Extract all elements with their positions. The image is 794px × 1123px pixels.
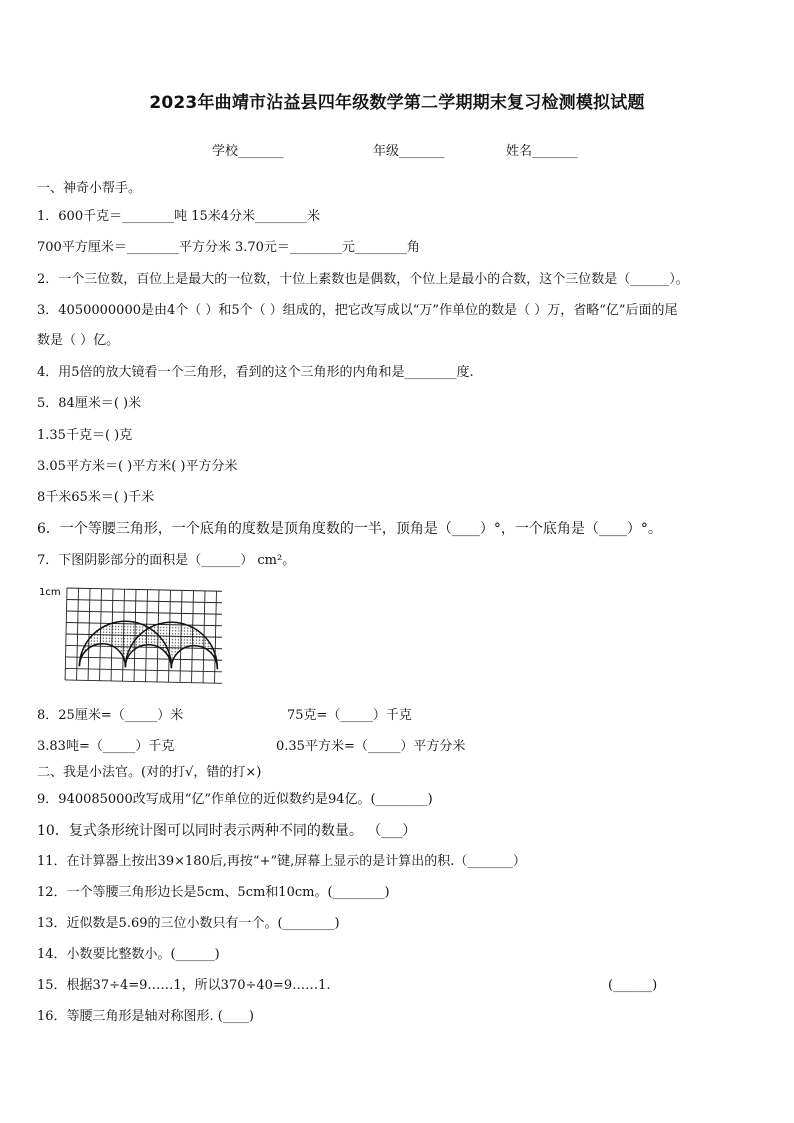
question-3a: 3．4050000000是由4个（ ）和5个（ ）组成的，把它改写成以“万”作单位的数是（ ）万，省略“亿”后面的尾 xyxy=(37,303,678,318)
name-field: 姓名_______ xyxy=(506,144,578,159)
question-12: 12．一个等腰三角形边长是5cm、5cm和10cm。(________) xyxy=(37,885,390,900)
question-8c: 3.83吨=（_____）千克 xyxy=(37,739,175,754)
school-field: 学校_______ xyxy=(212,144,284,159)
question-2: 2．一个三位数，百位上是最大的一位数，十位上素数也是偶数，个位上是最小的合数，这个三位数是（______）。 xyxy=(37,272,689,287)
question-1b: 700平方厘米＝________平方分米 3.70元＝________元________角 xyxy=(37,240,420,255)
question-8d: 0.35平方米=（_____）平方分米 xyxy=(276,739,466,754)
grade-field: 年级_______ xyxy=(373,144,445,159)
section-2-heading: 二、我是小法官。(对的打√，错的打×) xyxy=(37,765,262,780)
question-5b: 1.35千克＝( )克 xyxy=(37,428,133,443)
question-6: 6．一个等腰三角形，一个底角的度数是顶角度数的一半，顶角是（____）°，一个底角是（____）°。 xyxy=(37,521,662,537)
question-4: 4．用5倍的放大镜看一个三角形，看到的这个三角形的内角和是________度. xyxy=(37,365,474,380)
scale-label: 1cm xyxy=(39,587,61,598)
question-7: 7．下图阴影部分的面积是（______） cm²。 xyxy=(37,553,296,568)
question-5a: 5．84厘米＝( )米 xyxy=(37,396,142,411)
question-5c: 3.05平方米＝( )平方米( )平方分米 xyxy=(37,459,238,474)
question-1a: 1．600千克＝________吨 15米4分米________米 xyxy=(37,209,321,224)
question-13: 13．近似数是5.69的三位小数只有一个。(________) xyxy=(37,916,340,931)
question-15-blank: (______) xyxy=(608,978,658,993)
question-8a: 8．25厘米=（_____）米 xyxy=(37,708,184,723)
exam-title: 2023年曲靖市沾益县四年级数学第二学期期末复习检测模拟试题 xyxy=(149,93,645,113)
question-5d: 8千米65米＝( )千米 xyxy=(37,490,155,505)
question-10: 10．复式条形统计图可以同时表示两种不同的数量。 （___） xyxy=(37,823,417,839)
section-1-heading: 一、神奇小帮手。 xyxy=(37,181,142,196)
shaded-area-figure xyxy=(37,582,222,690)
question-15: 15．根据37÷4=9……1，所以370÷40=9……1. xyxy=(37,978,331,993)
question-16: 16．等腰三角形是轴对称图形. (____) xyxy=(37,1009,254,1024)
question-14: 14．小数要比整数小。(______) xyxy=(37,947,220,962)
question-11: 11．在计算器上按出39×180后,再按“+”键,屏幕上显示的是计算出的积.（_______） xyxy=(37,854,526,869)
question-8b: 75克=（_____）千克 xyxy=(287,708,412,723)
question-9: 9．940085000改写成用“亿”作单位的近似数约是94亿。(________) xyxy=(37,792,433,807)
question-3b: 数是（ ）亿。 xyxy=(37,333,120,348)
